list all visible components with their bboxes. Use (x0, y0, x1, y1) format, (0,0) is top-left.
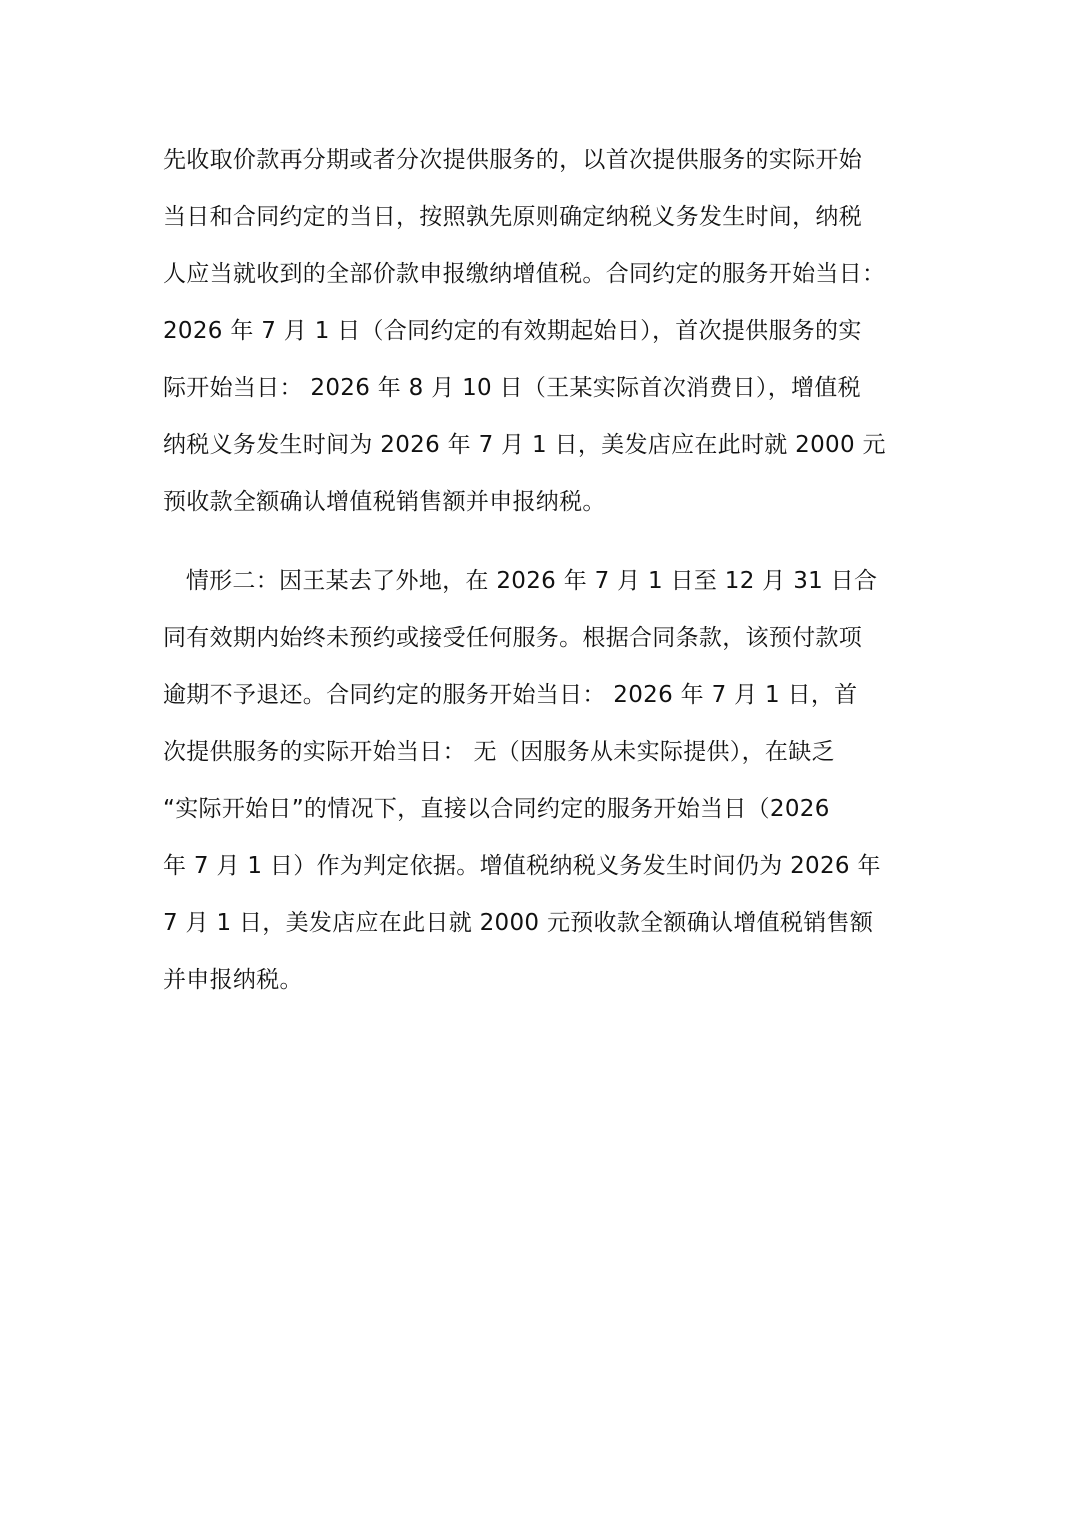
text-line: 逾期不予退还。合同约定的服务开始当日： 2026 年 7 月 1 日，首 (163, 682, 858, 708)
text-line: 年 7 月 1 日）作为判定依据。增值税纳税义务发生时间仍为 2026 年 (163, 853, 881, 879)
text-line: 并申报纳税。 (163, 967, 303, 993)
text-line: 次提供服务的实际开始当日： 无（因服务从未实际提供），在缺乏 (163, 739, 835, 765)
text-line: 际开始当日： 2026 年 8 月 10 日（王某实际首次消费日），增值税 (163, 375, 861, 401)
text-line: 2026 年 7 月 1 日（合同约定的有效期起始日），首次提供服务的实 (163, 318, 862, 344)
paragraph-case-two (163, 553, 943, 1009)
text-line: 情形二：因王某去了外地，在 2026 年 7 月 1 日至 12 月 31 日合 (163, 568, 878, 594)
text-line: 人应当就收到的全部价款申报缴纳增值税。合同约定的服务开始当日： (163, 261, 886, 287)
text-line: 先收取价款再分期或者分次提供服务的，以首次提供服务的实际开始 (163, 147, 862, 173)
text-line: 当日和合同约定的当日，按照孰先原则确定纳税义务发生时间，纳税 (163, 204, 862, 230)
text-line: 预收款全额确认增值税销售额并申报纳税。 (163, 489, 606, 515)
text-line: 纳税义务发生时间为 2026 年 7 月 1 日，美发店应在此时就 2000 元 (163, 432, 886, 458)
text-line: “实际开始日”的情况下，直接以合同约定的服务开始当日（2026 (163, 796, 830, 822)
text-line: 7 月 1 日，美发店应在此日就 2000 元预收款全额确认增值税销售额 (163, 910, 874, 936)
text-line: 同有效期内始终未预约或接受任何服务。根据合同条款，该预付款项 (163, 625, 862, 651)
paragraph-first-case (163, 132, 943, 531)
